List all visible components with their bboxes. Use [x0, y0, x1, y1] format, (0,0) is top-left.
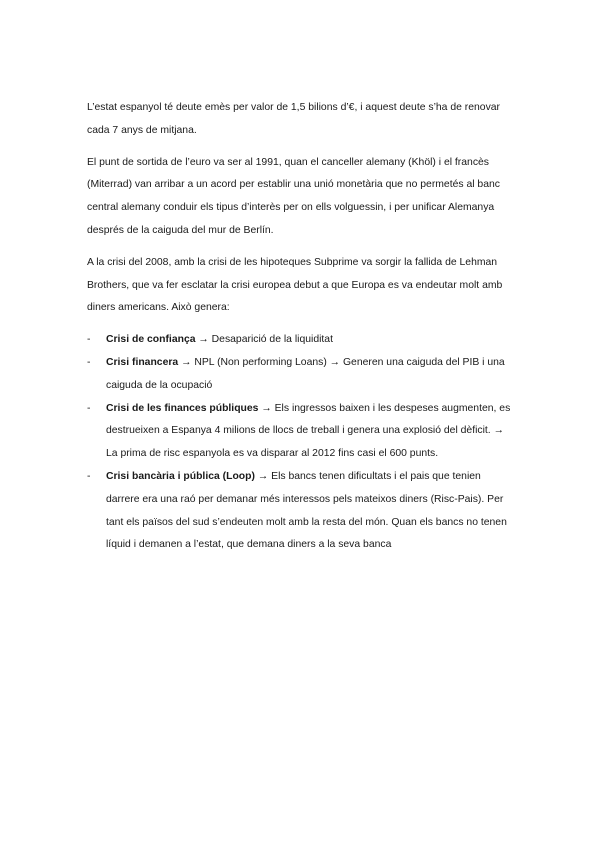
bullet-text: → Els bancs tenen dificultats i el pais que tenien darrere era una raó per demanar més interessos pels mateixos diners (Risc-Pais). Per tant els països del sud s’endeuten molt amb la resta del món. Quan els bancs no tenen líquid i demanen a l’estat, que demana diners a la seva banca [106, 470, 507, 551]
bullet-dash: - [87, 402, 91, 414]
bullet-term: Crisi de les finances públiques [106, 402, 259, 414]
document-body [87, 97, 517, 557]
list-item-banking-loop-crisis [87, 466, 517, 557]
bullet-text: → NPL (Non performing Loans) → Generen una caiguda del PIB i una caiguda de la ocupació [106, 356, 505, 391]
list-item-financial-crisis [87, 352, 517, 398]
bullet-term: Crisi de confiança [106, 334, 196, 346]
bullet-dash: - [87, 334, 91, 346]
paragraph-euro-origin: El punt de sortida de l’euro va ser al 1991, quan el canceller alemany (Khöl) i el francès (Miterrad) van arribar a un acord per establir una unió monetària que no permetés al banc central alemany conduir els tipus d’interès per on ells volguessin, i per unificar Alemanya després de la caiguda del mur de Berlín. [87, 156, 500, 236]
bullet-text: → Desaparició de la liquiditat [195, 334, 333, 346]
bullet-dash: - [87, 356, 91, 368]
list-item-confidence-crisis [87, 329, 517, 352]
bullet-dash: - [87, 470, 91, 482]
paragraph-crisis-2008: A la crisi del 2008, amb la crisi de les hipoteques Subprime va sorgir la fallida de Lehman Brothers, que va fer esclatar la crisi europea debut a que Europa es va endeutar molt amb diners americans. Això genera: [87, 256, 503, 314]
bullet-term: Crisi bancària i pública (Loop) [106, 470, 255, 482]
bullet-text: → Els ingressos baixen i les despeses augmenten, es destrueixen a Espanya 4 milions de llocs de treball i genera una explosió del dèficit. → La prima de risc espanyola es va disparar al 2012 fins casi el 600 punts. [106, 402, 511, 460]
paragraph-debt: L’estat espanyol té deute emès per valor de 1,5 bilions d’€, i aquest deute s’ha de renovar cada 7 anys de mitjana. [87, 102, 501, 136]
crisis-list [87, 329, 517, 557]
bullet-term: Crisi financera [106, 356, 179, 368]
list-item-public-finance-crisis [87, 398, 517, 466]
